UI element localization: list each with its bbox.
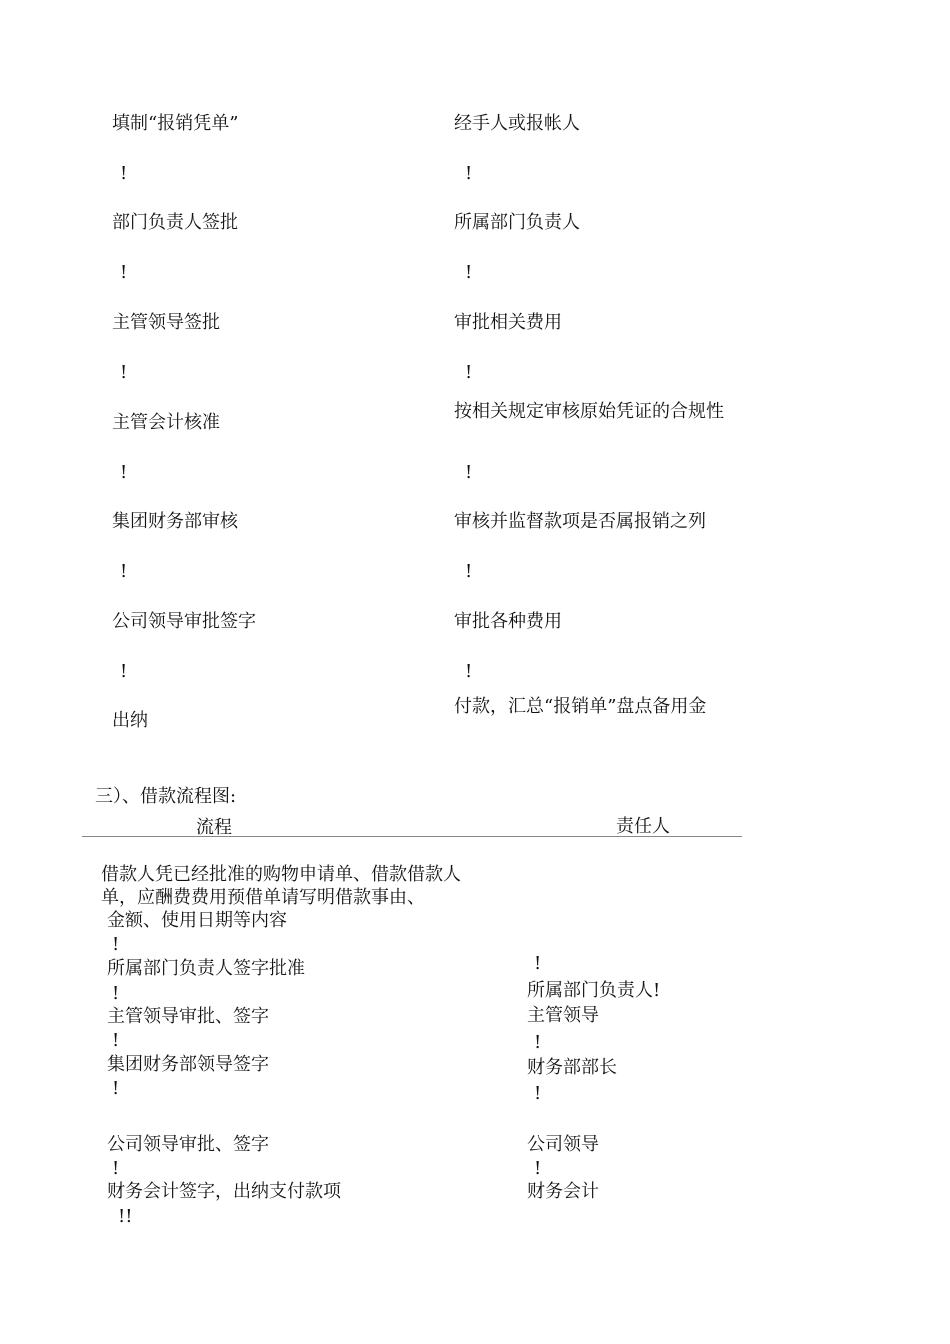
arrow: !: [465, 462, 473, 483]
flow-step-2: 部门负责人签批: [112, 212, 238, 233]
flow-step-3: 主管领导签批: [112, 312, 220, 333]
loan-intro-line-2: 单，应酬费费用预借单请写明借款事由、: [101, 887, 425, 908]
responsible-4: 按相关规定审核原始凭证的合规性: [454, 401, 724, 422]
arrow: !: [112, 983, 120, 1004]
arrow: !: [112, 1078, 120, 1099]
loan-step-5: 财务会计签字，出纳支付款项: [107, 1181, 341, 1202]
header-divider: [82, 836, 742, 837]
loan-responsible-3: 财务部部长: [527, 1057, 617, 1078]
loan-intro-line-3: 金额、使用日期等内容: [107, 910, 287, 931]
responsible-2: 所属部门负责人: [454, 212, 580, 233]
arrow: !: [120, 561, 128, 582]
column-header-process: 流程: [196, 817, 232, 838]
arrow: !: [120, 462, 128, 483]
loan-intro-line-1: 借款人凭已经批准的购物申请单、借款借款人: [101, 864, 461, 885]
arrow: !: [465, 262, 473, 283]
loan-responsible-5: 财务会计: [527, 1181, 599, 1202]
arrow: !: [120, 661, 128, 682]
arrow: !: [534, 1083, 542, 1104]
column-header-responsible: 责任人: [616, 816, 670, 837]
arrow: !: [534, 953, 542, 974]
arrow: !: [534, 1032, 542, 1053]
loan-step-2: 主管领导审批、签字: [107, 1006, 269, 1027]
arrow: !: [112, 934, 120, 955]
flow-step-1: 填制“报销凭单”: [112, 113, 239, 134]
loan-step-4: 公司领导审批、签字: [107, 1134, 269, 1155]
arrow: !: [120, 163, 128, 184]
loan-responsible-2: 主管领导: [527, 1005, 599, 1026]
section-title: 三）、借款流程图:: [95, 786, 237, 807]
arrow: !: [465, 362, 473, 383]
arrow: !: [465, 661, 473, 682]
loan-step-1: 所属部门负责人签字批准: [107, 958, 305, 979]
arrow: !: [112, 1030, 120, 1051]
loan-step-3: 集团财务部领导签字: [107, 1054, 269, 1075]
flow-step-6: 公司领导审批签字: [112, 611, 256, 632]
flow-step-5: 集团财务部审核: [112, 511, 238, 532]
responsible-3: 审批相关费用: [454, 312, 562, 333]
arrow: !: [465, 163, 473, 184]
loan-responsible-4: 公司领导: [527, 1134, 599, 1155]
responsible-6: 审批各种费用: [454, 611, 562, 632]
arrow: !: [534, 1158, 542, 1179]
loan-responsible-1: 所属部门负责人!: [527, 980, 661, 1001]
arrow: !: [465, 561, 473, 582]
responsible-1: 经手人或报帐人: [454, 113, 580, 134]
flow-step-7: 出纳: [112, 710, 148, 731]
responsible-7: 付款，汇总“报销单”盘点备用金: [454, 696, 707, 717]
arrow: !: [112, 1158, 120, 1179]
arrow: !: [120, 262, 128, 283]
double-arrow: !!: [118, 1206, 133, 1227]
responsible-5: 审核并监督款项是否属报销之列: [454, 511, 706, 532]
flow-step-4: 主管会计核准: [112, 412, 220, 433]
arrow: !: [120, 362, 128, 383]
